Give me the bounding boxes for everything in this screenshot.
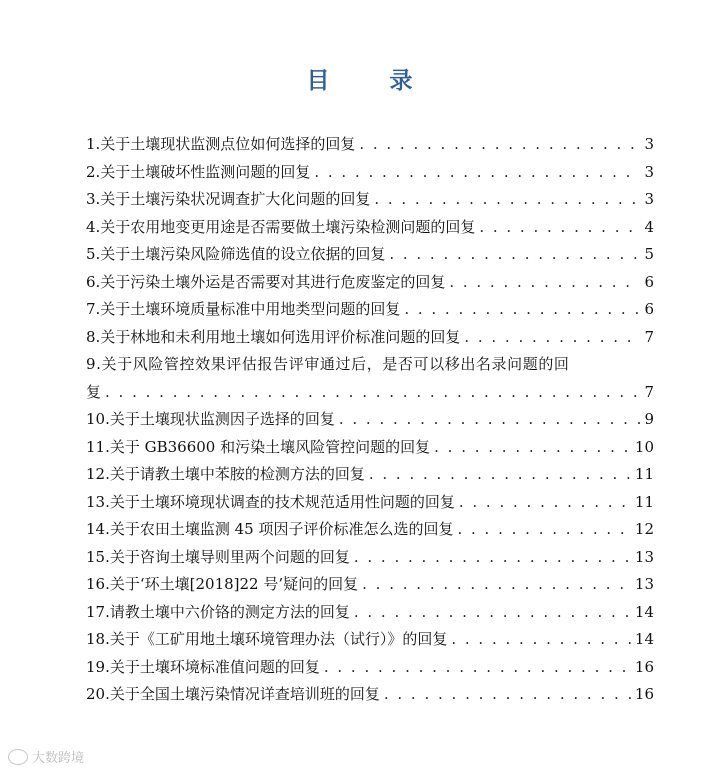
toc-page-number: 4 [644, 217, 654, 236]
table-of-contents [86, 131, 654, 709]
toc-page-number: 3 [644, 162, 654, 181]
toc-leader-dots [354, 544, 631, 572]
toc-leader-dots [389, 241, 640, 269]
toc-entry-title: 10.关于土壤现状监测因子选择的回复 [86, 410, 335, 428]
toc-entry-title: 2.关于土壤破坏性监测问题的回复 [86, 162, 311, 181]
toc-entry-title: 17.请教土壤中六价铬的测定方法的回复 [86, 602, 350, 621]
toc-leader-dots [105, 379, 640, 407]
toc-page-number: 3 [644, 190, 654, 208]
toc-entry[interactable] [86, 681, 654, 709]
toc-entry[interactable] [86, 269, 654, 297]
toc-entry[interactable] [86, 434, 654, 462]
toc-entry[interactable] [86, 351, 654, 379]
toc-page-number: 13 [634, 575, 654, 593]
toc-entry-title: 3.关于土壤污染状况调查扩大化问题的回复 [86, 190, 371, 208]
toc-page-number: 7 [644, 382, 654, 401]
toc-page-number: 6 [644, 300, 654, 318]
toc-leader-dots [384, 681, 631, 709]
toc-entry[interactable] [86, 159, 654, 187]
toc-entry[interactable] [86, 241, 654, 269]
toc-leader-dots [434, 434, 631, 462]
toc-entry-title: 14.关于农田土壤监测 45 项因子评价标准怎么选的回复 [86, 520, 454, 538]
toc-entry-title: 8.关于林地和未利用地土壤如何选用评价标准问题的回复 [86, 327, 461, 346]
toc-entry[interactable] [86, 516, 654, 544]
toc-entry-title: 6.关于污染土壤外运是否需要对其进行危废鉴定的回复 [86, 272, 446, 291]
toc-entry-title: 12.关于请教土壤中苯胺的检测方法的回复 [86, 465, 365, 483]
toc-leader-dots [369, 461, 631, 489]
toc-entry-title: 1.关于土壤现状监测点位如何选择的回复 [86, 135, 356, 153]
toc-leader-dots [374, 186, 640, 214]
toc-page-number: 7 [644, 327, 654, 346]
toc-leader-dots [314, 159, 640, 187]
toc-leader-dots [451, 626, 631, 654]
watermark [8, 747, 84, 766]
toc-page-number: 14 [634, 630, 654, 648]
toc-entry[interactable] [86, 571, 654, 599]
toc-page-number: 5 [644, 245, 654, 263]
toc-page-number: 11 [634, 492, 654, 511]
toc-page-number: 11 [634, 465, 654, 483]
toc-leader-dots [449, 269, 640, 297]
toc-entry[interactable] [86, 654, 654, 682]
toc-entry-title: 11.关于 GB36600 和污染土壤风险管控问题的回复 [86, 437, 431, 456]
toc-page-number: 10 [634, 437, 654, 456]
toc-page-number: 16 [634, 685, 654, 703]
toc-page-number: 12 [634, 520, 654, 538]
watermark-text: 大数跨境 [32, 751, 85, 766]
toc-entry[interactable] [86, 599, 654, 627]
toc-leader-dots [479, 214, 640, 242]
toc-leader-dots [359, 131, 640, 159]
toc-leader-dots [362, 571, 631, 599]
toc-leader-dots [464, 324, 640, 352]
toc-entry-continuation[interactable] [86, 379, 654, 407]
toc-entry-title: 19.关于土壤环境标准值问题的回复 [86, 657, 320, 676]
toc-page-number: 14 [634, 602, 654, 621]
toc-entry[interactable] [86, 131, 654, 159]
toc-page-number: 13 [634, 547, 654, 566]
toc-entry-title: 7.关于土壤环境质量标准中用地类型问题的回复 [86, 300, 401, 318]
toc-entry[interactable] [86, 296, 654, 324]
toc-page-number: 9 [644, 410, 654, 428]
toc-entry-title: 4.关于农用地变更用途是否需要做土壤污染检测问题的回复 [86, 217, 476, 236]
toc-entry[interactable] [86, 461, 654, 489]
toc-entry[interactable] [86, 544, 654, 572]
watermark-logo-icon [8, 749, 28, 765]
toc-leader-dots [457, 516, 630, 544]
toc-entry[interactable] [86, 626, 654, 654]
toc-entry-title: 18.关于《工矿用地土壤环境管理办法（试行）》的回复 [86, 630, 448, 648]
toc-page-number: 3 [644, 135, 654, 153]
toc-entry[interactable] [86, 489, 654, 517]
toc-leader-dots [404, 296, 640, 324]
toc-entry-title-continued: 复 [86, 382, 102, 401]
toc-entry-title: 16.关于‘环土壤[2018]22 号’疑问的回复 [86, 575, 359, 593]
toc-leader-dots [324, 654, 631, 682]
toc-leader-dots [459, 489, 631, 517]
toc-entry[interactable] [86, 406, 654, 434]
toc-entry[interactable] [86, 214, 654, 242]
toc-entry-title: 20.关于全国土壤污染情况详查培训班的回复 [86, 685, 380, 703]
page-title: 目 录 [306, 67, 439, 94]
toc-entry[interactable] [86, 186, 654, 214]
toc-leader-dots [354, 599, 631, 627]
toc-entry-title: 5.关于土壤污染风险筛选值的设立依据的回复 [86, 245, 386, 263]
toc-page-number: 16 [634, 657, 654, 676]
toc-page-number: 6 [644, 272, 654, 291]
toc-entry[interactable] [86, 324, 654, 352]
toc-leader-dots [339, 406, 640, 434]
toc-entry-title: 15.关于咨询土壤导则里两个问题的回复 [86, 547, 350, 566]
toc-entry-title: 9.关于风险管控效果评估报告评审通过后，是否可以移出名录问题的回 [86, 355, 570, 373]
toc-entry-title: 13.关于土壤环境现状调查的技术规范适用性问题的回复 [86, 492, 455, 511]
